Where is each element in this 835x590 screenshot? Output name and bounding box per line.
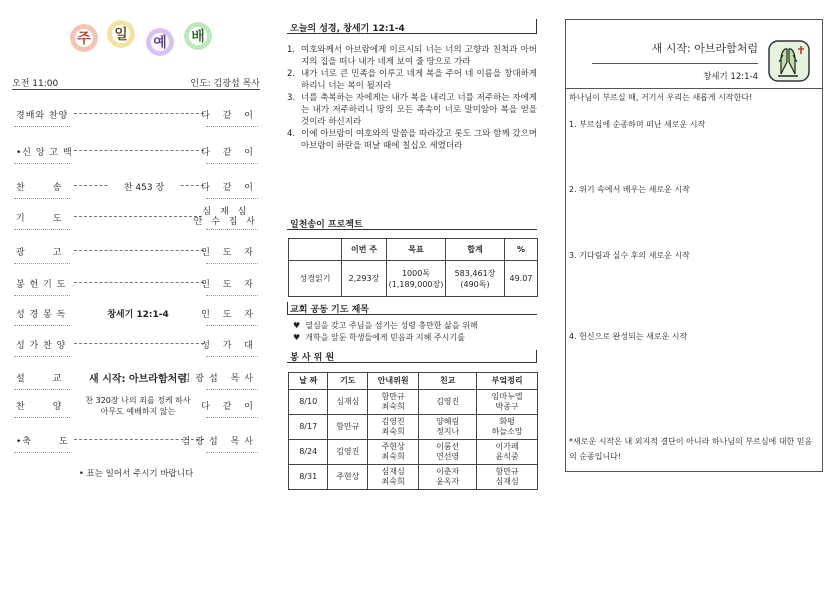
order-item-detail: 찬 453 장 — [108, 180, 180, 193]
order-item-name: 설 교 — [16, 374, 63, 384]
duty-cell: 양혜림 정지나 — [419, 415, 477, 440]
duty-cell: 심재심 최숙희 — [368, 465, 419, 490]
duty-cell: 8/10 — [289, 390, 328, 415]
project-col-header: 이번 주 — [342, 239, 387, 261]
sermon-point: 4. 헌신으로 완성되는 새로운 시작 — [569, 332, 688, 341]
order-item-name: 경배와 찬양 — [16, 111, 69, 121]
duty-cell: 이가페 윤석중 — [477, 440, 538, 465]
order-item — [12, 145, 260, 173]
order-item-leader: 다 같 이 — [201, 183, 258, 193]
prayer-heading: 교회 공동 기도 제목 — [290, 305, 369, 315]
duty-row — [289, 390, 538, 415]
duty-cell: 김영진 — [328, 440, 368, 465]
sermon-point: 1. 부르심에 순종하며 떠난 새로운 시작 — [569, 120, 706, 129]
underline — [206, 126, 258, 127]
order-item-detail: 창세기 12:1-4 — [74, 307, 202, 320]
duty-row — [289, 465, 538, 490]
divider — [12, 89, 260, 90]
divider — [565, 88, 823, 89]
leader-dots — [74, 250, 204, 251]
order-item — [12, 338, 260, 366]
order-item — [12, 207, 260, 239]
duty-col-header: 부엌정리 — [477, 373, 538, 390]
sermon-box — [565, 19, 823, 472]
order-item-leader: 다 같 이 — [201, 111, 258, 121]
underline — [206, 295, 258, 296]
order-item — [12, 245, 260, 273]
order-item-name: 봉 헌 기 도 — [16, 280, 67, 290]
duty-cell: 함만규 심재심 — [477, 465, 538, 490]
underline — [14, 295, 70, 296]
duty-row — [289, 415, 538, 440]
order-item-leader: 심 재 심 안 수 집 사 — [193, 207, 258, 227]
heart-icon: ♥ — [293, 333, 301, 342]
order-item — [12, 277, 260, 305]
divider — [287, 362, 537, 363]
underline — [14, 417, 70, 418]
order-item — [12, 180, 260, 208]
duty-cell: 이룸선 연선영 — [419, 440, 477, 465]
verse: 1. 여호와께서 아브람에게 이르시되 너는 너의 고향과 친척과 아버지의 집을 떠나 내가 네게 보여 줄 땅으로 가라 — [287, 45, 537, 67]
divider — [536, 350, 537, 362]
title-char: 배 — [184, 22, 212, 50]
duty-cell: 김영진 — [419, 390, 477, 415]
project-cell: 49.07 — [505, 261, 538, 297]
sermon-intro: 하나님이 부르실 때, 거기서 우리는 새롭게 시작한다! — [569, 93, 753, 102]
service-leader: 인도: 김광섭 목사 — [190, 79, 260, 89]
underline — [14, 198, 70, 199]
duty-cell: 화평 하늘소망 — [477, 415, 538, 440]
order-item-name: 성 경 봉 독 — [16, 310, 67, 320]
duty-cell: 주현상 최숙희 — [368, 440, 419, 465]
underline — [206, 452, 258, 453]
heart-icon: ♥ — [293, 321, 301, 330]
leader-dots — [74, 216, 202, 217]
title-char: 주 — [70, 24, 98, 52]
project-col-header: % — [505, 239, 538, 261]
divider — [287, 314, 537, 315]
underline — [206, 229, 258, 230]
order-item-leader: 김광섭 목사 — [181, 374, 258, 384]
order-item-leader: 다 같 이 — [201, 148, 258, 158]
sermon-reference: 창세기 12:1-4 — [703, 72, 758, 82]
divider — [287, 302, 288, 314]
order-item-name: 광 고 — [16, 248, 63, 258]
sermon-point: 2. 위기 속에서 배우는 새로운 시작 — [569, 185, 690, 194]
duty-cell: 심재심 — [328, 390, 368, 415]
scripture-heading: 오늘의 성경, 창세기 12:1-4 — [290, 24, 405, 34]
order-item-name: •축 도 — [16, 437, 69, 447]
sermon-point: 3. 기다림과 실수 후의 새로운 시작 — [569, 251, 690, 260]
order-item-detail: 찬 320장 나의 죄를 정케 하사 아무도 예배하지 않는 — [74, 395, 202, 417]
footnote: • 표는 일어서 주시기 바랍니다 — [78, 469, 194, 479]
underline — [206, 263, 258, 264]
duty-heading: 봉 사 위 원 — [290, 353, 335, 363]
duty-table — [288, 372, 538, 490]
duty-col-header: 날 짜 — [289, 373, 328, 390]
divider — [287, 33, 537, 34]
duty-cell: 이춘자 윤옥자 — [419, 465, 477, 490]
scripture-verses — [287, 44, 537, 152]
project-cell: 1000독 (1,189,000장) — [387, 261, 446, 297]
divider — [287, 229, 537, 230]
underline — [206, 163, 258, 164]
order-item-name: 찬 양 — [16, 402, 63, 412]
underline — [206, 356, 258, 357]
underline — [14, 452, 70, 453]
duty-cell: 8/31 — [289, 465, 328, 490]
project-cell: 583,461장 (490독) — [446, 261, 505, 297]
divider — [536, 19, 537, 33]
underline — [206, 389, 258, 390]
order-item-leader: 인 도 자 — [201, 248, 258, 258]
project-cell: 성경읽기 — [289, 261, 342, 297]
order-item-detail: 새 시작: 아브라함처럼 — [74, 370, 202, 385]
service-time: 오전 11:00 — [12, 79, 59, 89]
duty-cell: 함만규 최숙희 — [368, 390, 419, 415]
duty-cell: 임마누엘 박종구 — [477, 390, 538, 415]
order-item-name: 기 도 — [16, 214, 63, 224]
project-col-header — [289, 239, 342, 261]
duty-cell: 함만규 — [328, 415, 368, 440]
prayer-item: ♥ 열심을 갖고 주님을 섬기는 성령 충만한 삶을 위해 — [293, 321, 478, 330]
title-char: 일 — [107, 20, 135, 48]
order-item-leader: 다 같 이 — [201, 402, 258, 412]
duty-col-header: 친교 — [419, 373, 477, 390]
duty-cell: 주현상 — [328, 465, 368, 490]
order-item-name: 찬 송 — [16, 183, 63, 193]
prayer-list — [293, 320, 478, 344]
service-info — [12, 76, 260, 89]
project-col-header: 합계 — [446, 239, 505, 261]
underline — [14, 263, 70, 264]
verse: 4. 이에 아브람이 여호와의 말씀을 따라갔고 롯도 그와 함께 갔으며 아브람이 하란을 떠날 때에 칠십오 세였더라 — [287, 129, 537, 151]
order-item — [12, 434, 260, 462]
project-col-header: 목표 — [387, 239, 446, 261]
order-item-leader: 인 도 자 — [201, 310, 258, 320]
duty-col-header: 기도 — [328, 373, 368, 390]
leader-dots — [74, 150, 204, 151]
title-char: 예 — [146, 28, 174, 56]
order-item-leader: 성 가 대 — [201, 341, 258, 351]
underline — [206, 198, 258, 199]
underline — [14, 229, 70, 230]
leader-dots — [74, 343, 204, 344]
project-heading: 일천송이 프로젝트 — [290, 220, 363, 230]
underline — [14, 126, 70, 127]
leader-dots — [74, 113, 204, 114]
duty-row — [289, 440, 538, 465]
underline — [14, 389, 70, 390]
order-item-leader: 김광섭 목사 — [181, 437, 258, 447]
order-item — [12, 108, 260, 136]
order-item — [12, 307, 260, 335]
duty-col-header: 안내위원 — [368, 373, 419, 390]
order-item-name: 성 가 찬 양 — [16, 341, 67, 351]
underline — [206, 325, 258, 326]
underline — [14, 163, 70, 164]
underline — [206, 417, 258, 418]
order-item — [12, 396, 260, 427]
bulletin-title — [70, 24, 220, 58]
sermon-closing: *새로운 시작은 내 외지적 결단이 아니라 하나님의 부르심에 대한 믿음의 순종입니다! — [569, 437, 813, 461]
underline — [14, 325, 70, 326]
underline — [14, 356, 70, 357]
duty-cell: 8/24 — [289, 440, 328, 465]
order-item-leader: 인 도 자 — [201, 280, 258, 290]
divider — [592, 63, 758, 64]
prayer-item: ♥ 개학을 앞둔 학생들에게 믿음과 지혜 주시기를 — [293, 333, 465, 342]
duty-cell: 8/17 — [289, 415, 328, 440]
duty-cell: 김영진 최숙희 — [368, 415, 419, 440]
verse: 2. 내가 너로 큰 민족을 이루고 네게 복을 주어 네 이름을 창대하게 하리니 너는 복이 될지라 — [287, 69, 537, 91]
project-table — [288, 238, 538, 297]
sermon-title: 새 시작: 아브라함처럼 — [651, 42, 758, 55]
order-item-name: •신 앙 고 백 — [16, 148, 73, 158]
praying-hands-icon — [768, 40, 810, 82]
leader-dots — [74, 282, 204, 283]
project-cell: 2,293장 — [342, 261, 387, 297]
verse: 3. 너를 축복하는 자에게는 내가 복을 내리고 너를 저주하는 자에게는 내가 저주하리니 땅의 모든 족속이 너로 말미암아 복을 얻을 것이라 하신지라 — [287, 93, 537, 127]
